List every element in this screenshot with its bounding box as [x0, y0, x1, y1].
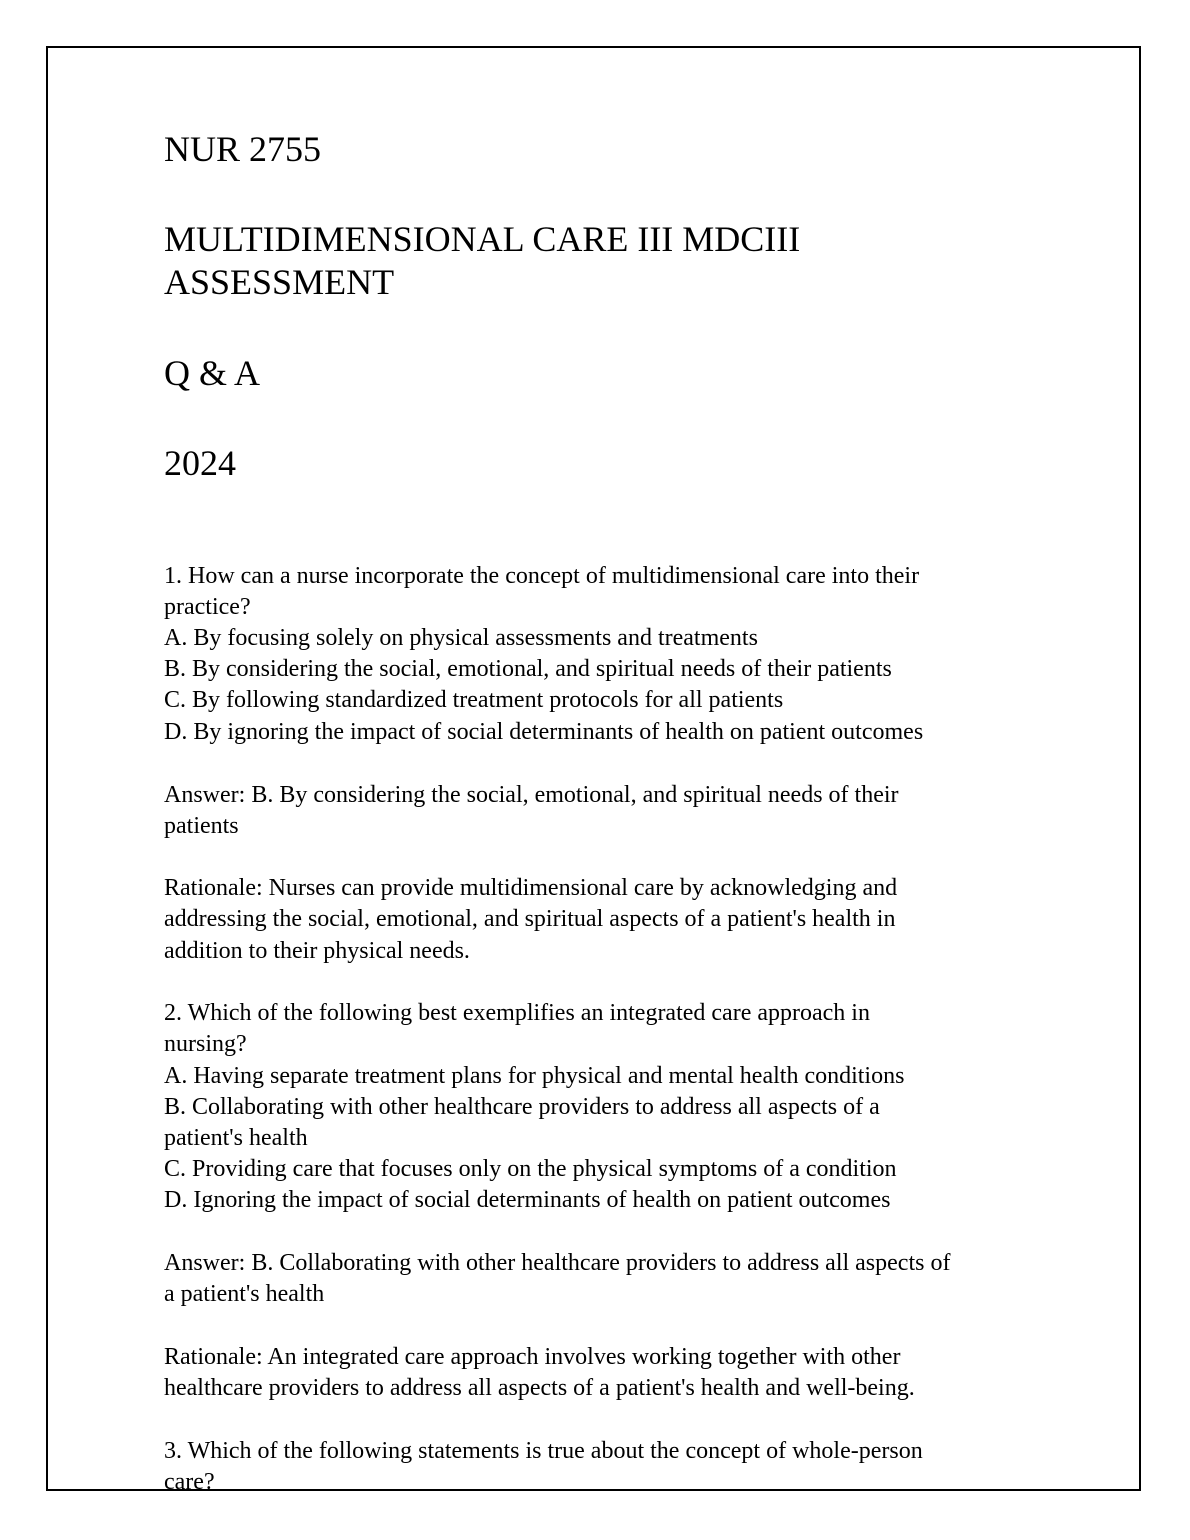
question-2-rationale-line1: Rationale: An integrated care approach involves working together with other: [164, 1344, 901, 1370]
question-1-option-a: A. By focusing solely on physical assessments and treatments: [164, 625, 758, 651]
question-2-option-d: D. Ignoring the impact of social determinants of health on patient outcomes: [164, 1187, 891, 1213]
question-1-option-c: C. By following standardized treatment protocols for all patients: [164, 687, 784, 713]
question-1-rationale-line1: Rationale: Nurses can provide multidimensional care by acknowledging and: [164, 875, 898, 901]
document-year: 2024: [164, 443, 236, 483]
question-2-option-c: C. Providing care that focuses only on the physical symptoms of a condition: [164, 1156, 897, 1182]
question-2-option-b-line2: patient's health: [164, 1125, 308, 1151]
document-title-line2: ASSESSMENT: [164, 262, 395, 302]
question-1-stem-line2: practice?: [164, 594, 251, 620]
question-1-answer-line1: Answer: B. By considering the social, emotional, and spiritual needs of their: [164, 782, 899, 808]
document-title-line1: MULTIDIMENSIONAL CARE III MDCIII: [164, 219, 801, 259]
question-2-option-b-line1: B. Collaborating with other healthcare providers to address all aspects of a: [164, 1094, 880, 1120]
question-2-stem-line2: nursing?: [164, 1031, 247, 1057]
question-1-option-b: B. By considering the social, emotional, and spiritual needs of their patients: [164, 656, 892, 682]
question-2-rationale-line2: healthcare providers to address all aspects of a patient's health and well-being.: [164, 1375, 915, 1401]
question-1-stem-line1: 1. How can a nurse incorporate the concept of multidimensional care into their: [164, 563, 920, 589]
question-3-stem-line1: 3. Which of the following statements is true about the concept of whole-person: [164, 1438, 923, 1464]
question-2-answer-line1: Answer: B. Collaborating with other healthcare providers to address all aspects of: [164, 1250, 951, 1276]
page-border: [46, 46, 1141, 1491]
document-subtitle: Q & A: [164, 353, 261, 393]
question-1-rationale-line2: addressing the social, emotional, and spiritual aspects of a patient's health in: [164, 906, 896, 932]
question-2-option-a: A. Having separate treatment plans for physical and mental health conditions: [164, 1063, 905, 1089]
question-1-answer-line2: patients: [164, 813, 239, 839]
course-code: NUR 2755: [164, 129, 322, 169]
question-2-stem-line1: 2. Which of the following best exemplifies an integrated care approach in: [164, 1000, 870, 1026]
question-3-stem-line2: care?: [164, 1469, 215, 1491]
question-1-rationale-line3: addition to their physical needs.: [164, 938, 470, 964]
question-2-answer-line2: a patient's health: [164, 1281, 325, 1307]
question-1-option-d: D. By ignoring the impact of social determinants of health on patient outcomes: [164, 719, 924, 745]
